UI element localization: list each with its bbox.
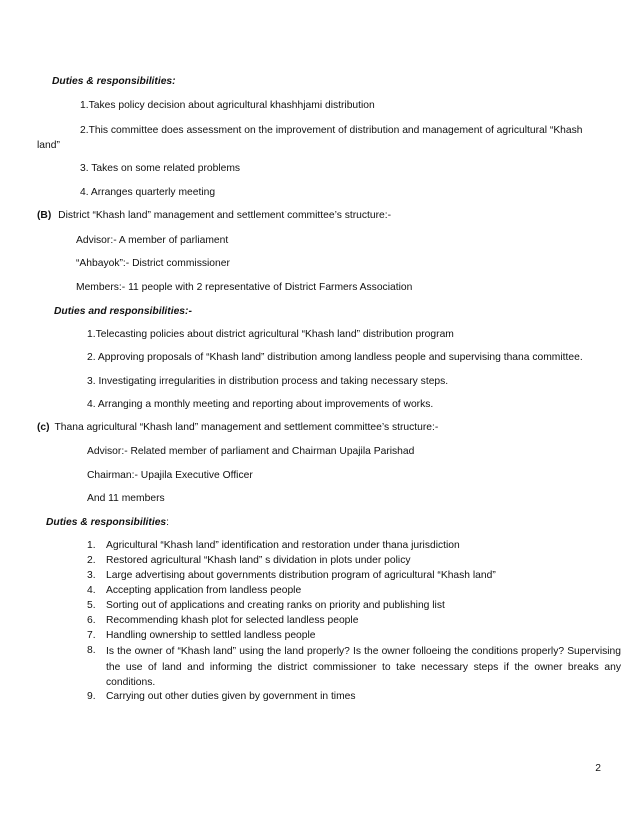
list-item: Accepting application from landless people	[106, 585, 302, 596]
list-item-number: 4.	[87, 585, 96, 596]
list-item: Restored agricultural “Khash land” s dividation in plots under policy	[106, 555, 411, 566]
duty-item-b-3: 3. Investigating irregularities in distribution process and taking necessary steps.	[87, 376, 449, 387]
duty-item-a-1: 1.Takes policy decision about agricultural khashhjami distribution	[80, 100, 375, 111]
list-item-number: 2.	[87, 555, 96, 566]
list-item-number: 8.	[87, 645, 96, 656]
structure-b-members: Members:- 11 people with 2 representative of District Farmers Association	[76, 282, 413, 293]
list-item: Recommending khash plot for selected landless people	[106, 615, 359, 626]
duty-item-a-4: 4. Arranges quarterly meeting	[80, 187, 216, 198]
structure-c-members: And 11 members	[87, 493, 165, 504]
duties-heading-c-line	[46, 516, 169, 529]
list-item-number: 5.	[87, 600, 96, 611]
list-item: Sorting out of applications and creating ranks on priority and publishing list	[106, 600, 445, 611]
section-b-title: District “Khash land” management and settlement committee’s structure:-	[58, 210, 392, 221]
duties-heading-b: Duties and responsibilities:-	[54, 306, 192, 317]
duties-heading-c-colon: :	[166, 517, 170, 528]
list-item: Agricultural “Khash land” identification and restoration under thana jurisdiction	[106, 540, 460, 551]
structure-c-chairman: Chairman:- Upajila Executive Officer	[87, 470, 253, 481]
list-item-number: 3.	[87, 570, 96, 581]
section-c-label: (c)	[37, 422, 50, 433]
duty-item-b-1: 1.Telecasting policies about district agricultural “Khash land” distribution program	[87, 329, 454, 340]
duties-heading-c: Duties & responsibilities	[46, 517, 167, 528]
structure-c-advisor: Advisor:- Related member of parliament and Chairman Upajila Parishad	[87, 446, 415, 457]
list-item-number: 6.	[87, 615, 96, 626]
section-b-label: (B)	[37, 210, 52, 221]
duty-item-b-2: 2. Approving proposals of “Khash land” distribution among landless people and supervising thana committee.	[87, 352, 583, 363]
list-item: Large advertising about governments distribution program of agricultural “Khash land”	[106, 570, 496, 581]
duty-item-a-3: 3. Takes on some related problems	[80, 163, 241, 174]
list-item-number: 1.	[87, 540, 96, 551]
list-item-number: 9.	[87, 691, 96, 702]
duty-item-a-2: 2.This committee does assessment on the improvement of distribution and management of agricultural “Khash	[80, 125, 583, 136]
duty-item-b-4: 4. Arranging a monthly meeting and reporting about improvements of works.	[87, 399, 434, 410]
structure-b-advisor: Advisor:- A member of parliament	[76, 235, 229, 246]
list-item: Carrying out other duties given by government in times	[106, 691, 356, 702]
duties-heading-a: Duties & responsibilities:	[52, 76, 176, 87]
duty-item-a-2-cont: land”	[37, 140, 60, 151]
page-number: 2	[595, 763, 601, 774]
section-c-title-line	[37, 421, 438, 434]
section-b-title-line	[37, 209, 391, 222]
list-item: Handling ownership to settled landless people	[106, 630, 316, 641]
list-item-number: 7.	[87, 630, 96, 641]
structure-b-ahbayok: “Ahbayok”:- District commissioner	[76, 258, 230, 269]
section-c-title: Thana agricultural “Khash land” management and settlement committee’s structure:-	[54, 422, 439, 433]
list-item: Is the owner of “Khash land” using the land properly? Is the owner folloeing the conditions properly? Supervising the use of land and informing the district commissioner to take necessary steps if the owner breaks any conditions.	[106, 646, 621, 688]
